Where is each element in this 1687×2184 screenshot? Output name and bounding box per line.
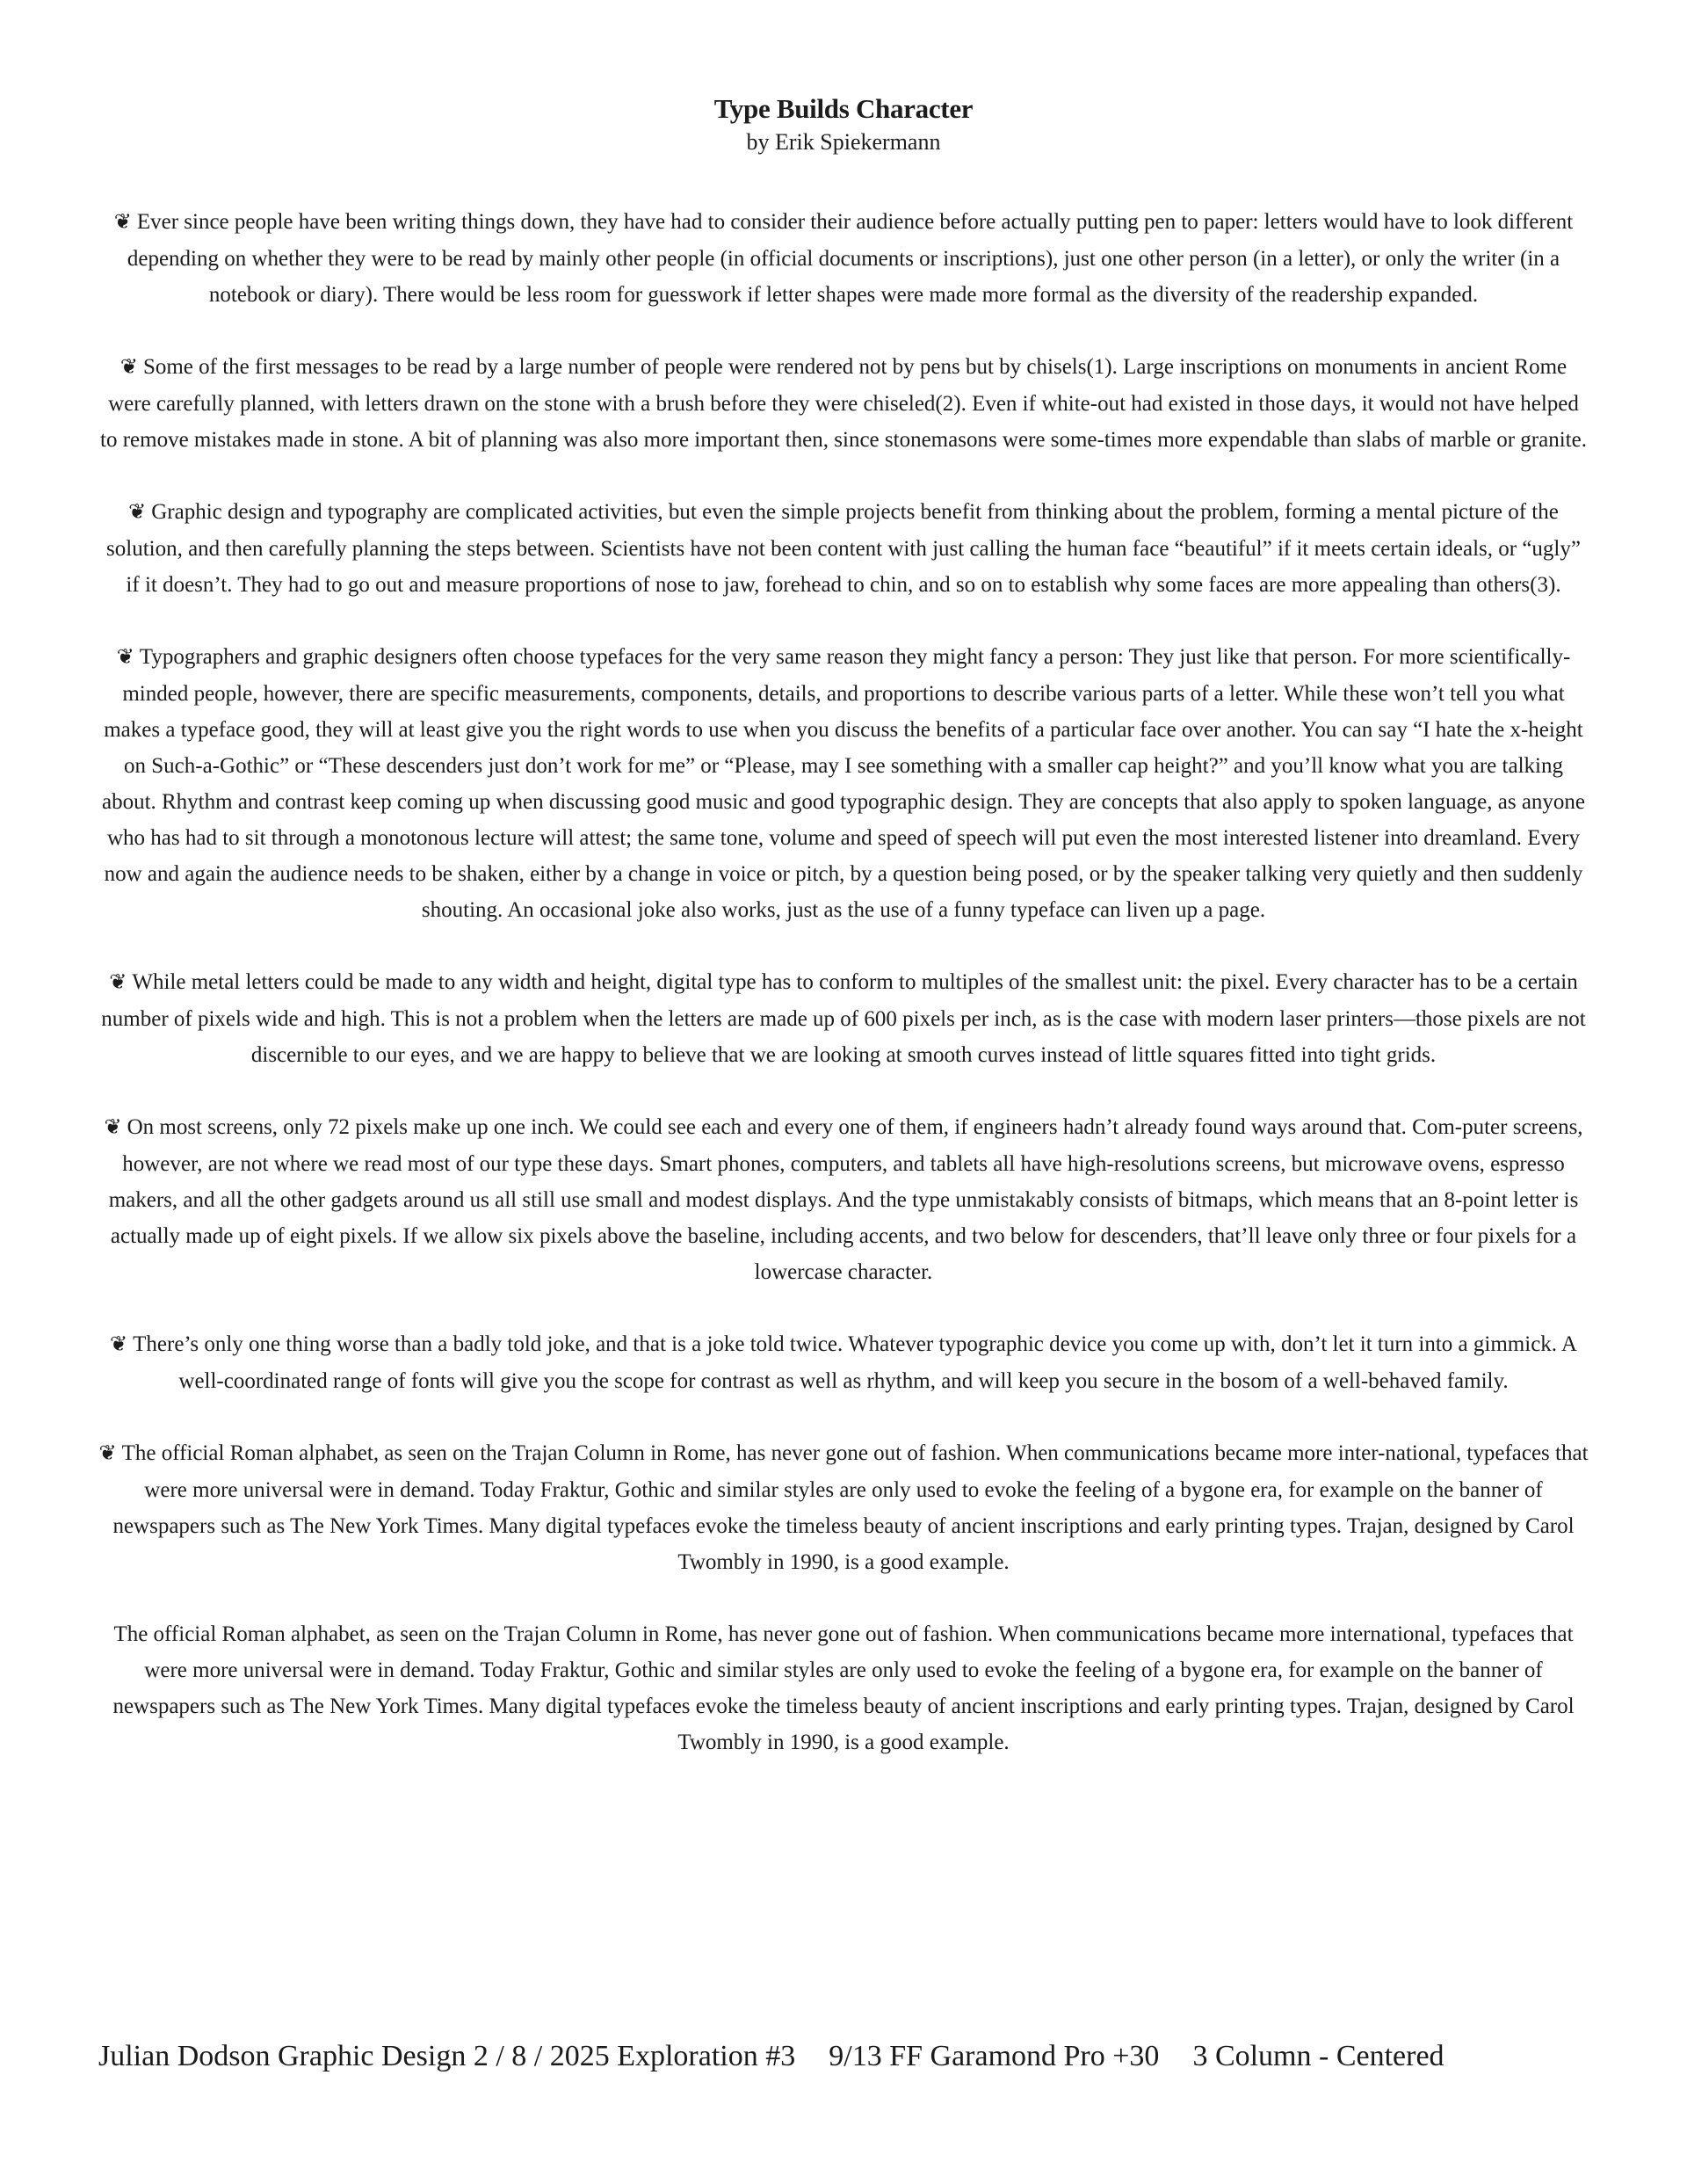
footer-caption — [98, 2037, 1592, 2076]
paragraph-text: Ever since people have been writing things down, they have had to consider their audience before actually putting pen to paper: letters would have to look different depending on whether they were to be read by mainly other people (in official documents or inscriptions), just one other person (in a letter), or only the writer (in a notebook or diary). There would be less room for guesswork if letter shapes were made more formal as the diversity of the readership expanded. — [127, 210, 1574, 307]
paragraph-text: Typographers and graphic designers often choose typefaces for the very same reason they might fancy a person: They just like that person. For more scientifically-minded people, however, there are specific measurements, components, details, and proportions to describe various parts of a letter. While these won’t tell you what makes a typeface good, they will at least give you the right words to use when you discuss the benefits of a particular face over another. You can say “I hate the x-height on Such-a-Gothic” or “These descenders just don’t work for me” or “Please, may I see something with a smaller cap height?” and you’ll know what you are talking about. Rhythm and contrast keep coming up when discussing good music and good typographic design. They are concepts that also apply to spoken language, as anyone who has had to sit through a monotonous lecture will attest; the same tone, volume and speed of speech will put even the most interested listener into dreamland. Every now and again the audience needs to be shaken, either by a change in voice or pitch, by a question being posed, or by the speaker talking very quietly and then suddenly shouting. An occasional joke also works, just as the use of a funny typeface can liven up a page. — [101, 645, 1586, 922]
ornament-icon: ❦ — [119, 356, 138, 379]
ornament-icon: ❦ — [113, 211, 132, 234]
page-title: Type Builds Character — [713, 93, 974, 124]
ornament-icon: ❦ — [110, 1333, 128, 1356]
paragraph-text: Some of the first messages to be read by a large number of people were rendered not by pens but by chisels(1). Large inscriptions on monuments in ancient Rome were carefully planned, with letters drawn on the stone with a brush before they were chiseled(2). Even if white-out had existed in those days, it would not have helped to remove mistakes made in stone. A bit of planning was also more important then, since stonemasons were some-times more expendable than slabs of marble or granite. — [100, 355, 1587, 452]
paragraph — [98, 639, 1589, 928]
paragraph — [98, 1435, 1589, 1580]
paragraph — [98, 349, 1589, 458]
paragraph — [98, 1326, 1589, 1399]
paragraph — [98, 964, 1589, 1073]
ornament-icon: ❦ — [116, 646, 134, 669]
paragraph-text: There’s only one thing worse than a badly told joke, and that is a joke told twice. Whatever typographic device you come up with, don’t let it turn into a gimmick. A well-coordinated range of fonts will give you the scope for contrast as well as rhythm, and will keep you secure in the bosom of a well-behaved family. — [133, 1332, 1577, 1393]
ornament-icon: ❦ — [109, 971, 127, 994]
paragraph — [98, 494, 1589, 603]
footer-type-spec: 9/13 FF Garamond Pro +30 — [829, 2040, 1160, 2072]
paragraph — [98, 1109, 1589, 1290]
ornament-icon: ❦ — [98, 1442, 117, 1465]
paragraph — [98, 204, 1589, 313]
ornament-icon: ❦ — [128, 501, 147, 524]
footer-author: Julian Dodson Graphic Design 2 / 8 / 2025 Exploration #3 — [98, 2040, 796, 2072]
byline: by Erik Spiekermann — [746, 129, 941, 155]
paragraph-text: The official Roman alphabet, as seen on the Trajan Column in Rome, has never gone out of fashion. When communications became more international, typefaces that were more universal were in demand. Today Fraktur, Gothic and similar styles are only used to evoke the feeling of a bygone era, for example on the banner of newspapers such as The New York Times. Many digital typefaces evoke the timeless beauty of ancient inscriptions and early printing types. Trajan, designed by Carol Twombly in 1990, is a good example. — [112, 1622, 1575, 1754]
paragraph-text: Graphic design and typography are complicated activities, but even the simple projects benefit from thinking about the problem, forming a mental picture of the solution, and then carefully planning the steps between. Scientists have not been content with just calling the human face “beautiful” if it meets certain ideals, or “ugly” if it doesn’t. They had to go out and measure proportions of nose to jaw, forehead to chin, and so on to establish why some faces are more appealing than others(3). — [106, 500, 1581, 597]
ornament-icon: ❦ — [104, 1116, 122, 1139]
paragraph-text: While metal letters could be made to any width and height, digital type has to conform to multiples of the smallest unit: the pixel. Every character has to be a certain number of pixels wide and high. This is not a problem when the letters are made up of 600 pixels per inch, as is the case with modern laser printers—those pixels are not discernible to our eyes, and we are happy to believe that we are looking at smooth curves instead of little squares fitted into tight grids. — [101, 970, 1586, 1067]
paragraph-text: The official Roman alphabet, as seen on the Trajan Column in Rome, has never gone out of fashion. When communications became more inter-national, typefaces that were more universal were in demand. Today Fraktur, Gothic and similar styles are only used to evoke the feeling of a bygone era, for example on the banner of newspapers such as The New York Times. Many digital typefaces evoke the timeless beauty of ancient inscriptions and early printing types. Trajan, designed by Carol Twombly in 1990, is a good example. — [112, 1441, 1589, 1574]
document-header — [0, 91, 1687, 158]
footer-layout: 3 Column - Centered — [1192, 2040, 1444, 2072]
paragraph-text: On most screens, only 72 pixels make up one inch. We could see each and every one of them, if engineers hadn’t already found ways around that. Com-puter screens, however, are not where we read most of our type these days. Smart phones, computers, and tablets all have high-resolutions screens, but microwave ovens, espresso makers, and all the other gadgets around us all still use small and modest displays. And the type unmistakably consists of bitmaps, which means that an 8-point letter is actually made up of eight pixels. If we allow six pixels above the baseline, including accents, and two below for descenders, that’ll leave only three or four pixels for a lowercase character. — [108, 1115, 1583, 1284]
article-body — [98, 204, 1589, 1760]
closing-paragraph — [98, 1616, 1589, 1760]
